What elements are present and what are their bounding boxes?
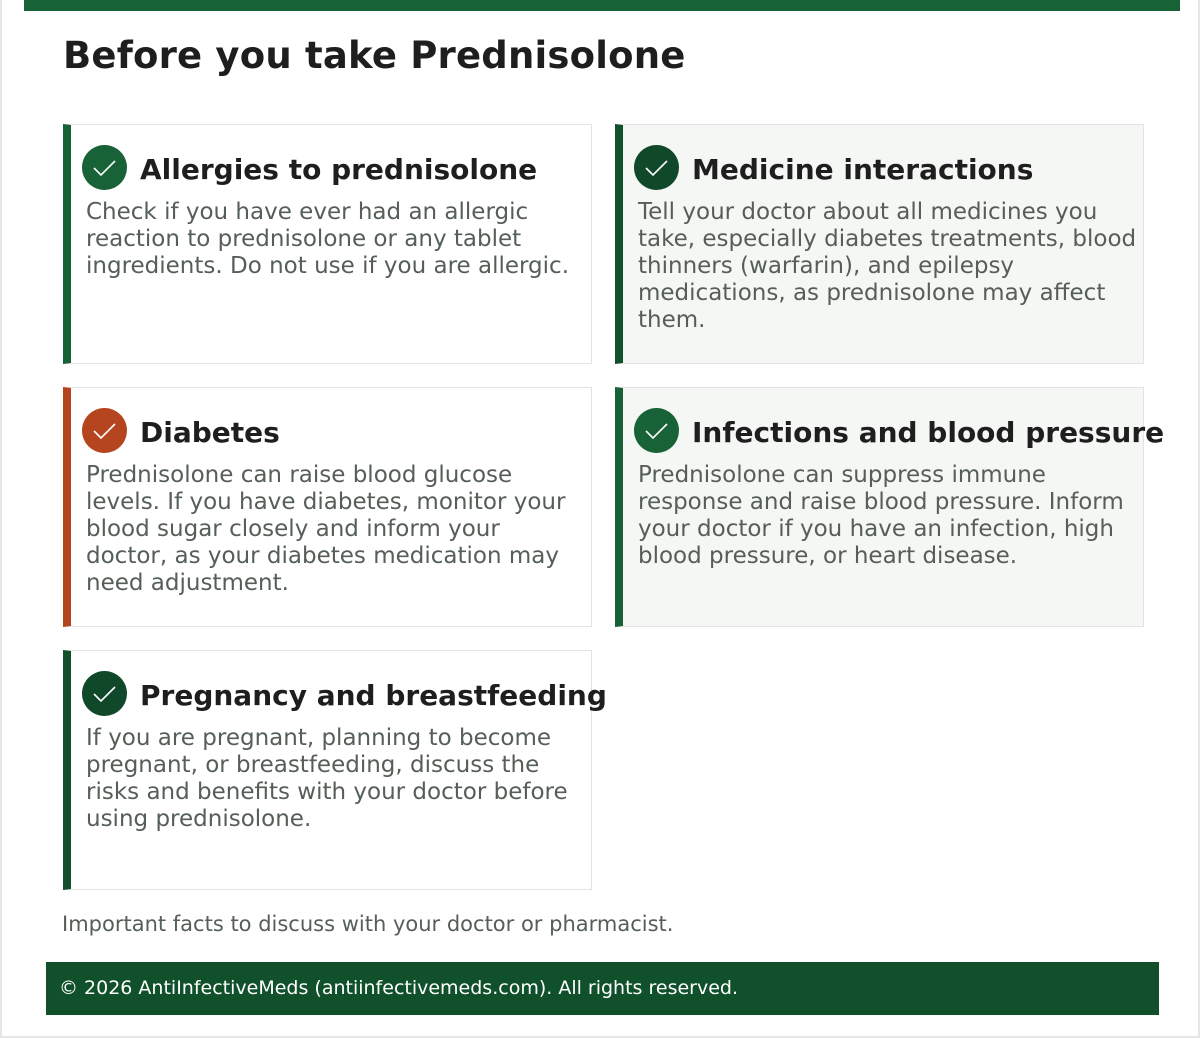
top-accent-bar <box>24 0 1180 11</box>
page-title: Before you take Prednisolone <box>63 34 686 77</box>
card-body: Tell your doctor about all medicines you take, especially diabetes treatments, blood thinners (warfarin), and epilepsy medications, as prednisolone may affect them. <box>638 199 1137 333</box>
copyright-text: © 2026 AntiInfectiveMeds (antiinfectivemeds.com). All rights reserved. <box>59 977 739 999</box>
check-circle-icon <box>82 408 127 453</box>
footer-bar <box>46 962 1159 1015</box>
card-title: Medicine interactions <box>692 153 1034 186</box>
card-title: Diabetes <box>140 416 280 449</box>
check-circle-icon <box>82 671 127 716</box>
card-allergies <box>63 124 592 364</box>
card-title: Infections and blood pressure <box>692 416 1165 449</box>
card-diabetes <box>63 387 592 627</box>
footnote: Important facts to discuss with your doctor or pharmacist. <box>62 912 674 936</box>
card-body: Check if you have ever had an allergic reaction to prednisolone or any tablet ingredients. Do not use if you are allergic. <box>86 199 569 279</box>
card-title: Allergies to prednisolone <box>140 153 538 186</box>
card-pregnancy-breastfeeding <box>63 650 607 890</box>
check-circle-icon <box>634 408 679 453</box>
check-circle-icon <box>634 145 679 190</box>
card-body: Prednisolone can suppress immune response and raise blood pressure. Inform your doctor if you have an infection, high blood pressure, or heart disease. <box>638 462 1124 569</box>
card-infections-blood-pressure <box>615 387 1165 627</box>
card-medicine-interactions <box>615 124 1144 364</box>
check-circle-icon <box>82 145 127 190</box>
card-title: Pregnancy and breastfeeding <box>140 679 607 712</box>
card-body: Prednisolone can raise blood glucose levels. If you have diabetes, monitor your blood sugar closely and inform your doctor, as your diabetes medication may need adjustment. <box>86 462 566 596</box>
card-body: If you are pregnant, planning to become pregnant, or breastfeeding, discuss the risks and benefits with your doctor before using prednisolone. <box>86 725 568 832</box>
